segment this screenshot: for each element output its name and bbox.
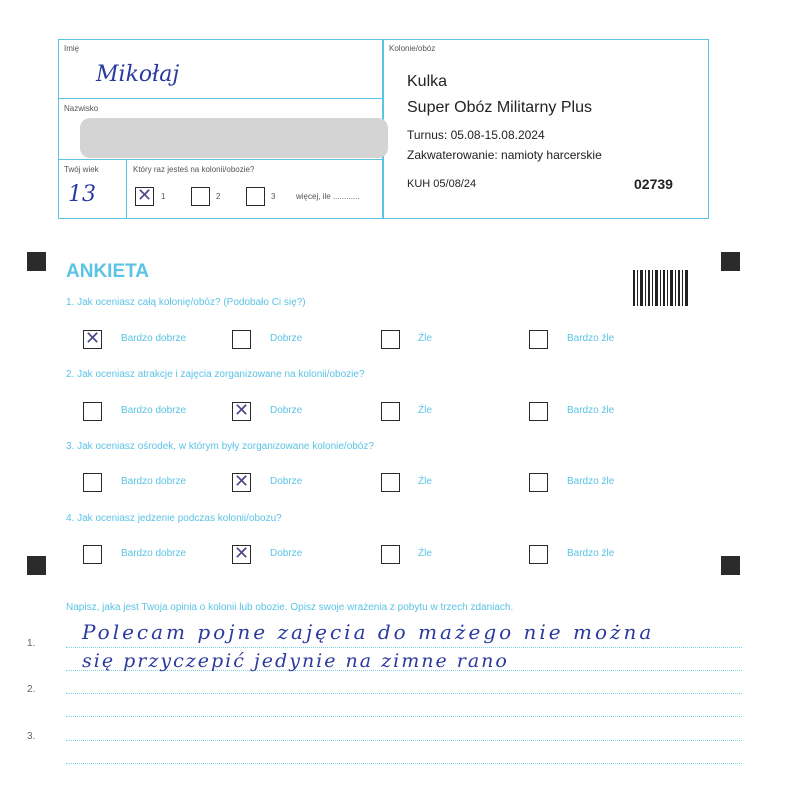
q2-option-1-label: Bardzo dobrze bbox=[121, 405, 187, 416]
divider bbox=[126, 159, 127, 218]
age-label: Twój wiek bbox=[64, 165, 99, 174]
q2-option-3-label: Źle bbox=[418, 405, 432, 416]
times-option-1: 1 bbox=[161, 192, 166, 201]
q3-option-2-checkbox[interactable] bbox=[232, 473, 251, 492]
writing-line bbox=[66, 763, 742, 764]
q3-option-1-checkbox[interactable] bbox=[83, 473, 102, 492]
surname-redacted bbox=[80, 118, 388, 158]
camp-code: KUH 05/08/24 bbox=[407, 178, 477, 190]
handwritten-line-1[interactable]: Polecam pojne zajęcia do mażego nie można bbox=[82, 620, 655, 644]
form-number: 02739 bbox=[634, 176, 673, 192]
q2-option-3-checkbox[interactable] bbox=[381, 402, 400, 421]
q4-option-2-checkbox[interactable] bbox=[232, 545, 251, 564]
q4-option-2-label: Dobrze bbox=[270, 548, 303, 559]
camp-label: Kolonie/obóz bbox=[389, 44, 436, 53]
question-4: 4. Jak oceniasz jedzenie podczas kolonii/obozu? bbox=[66, 513, 282, 524]
name-value[interactable]: Mikołaj bbox=[96, 62, 180, 87]
question-2: 2. Jak oceniasz atrakcje i zajęcia zorganizowane na kolonii/obozie? bbox=[66, 369, 365, 380]
registration-marker bbox=[721, 556, 740, 575]
q4-option-4-checkbox[interactable] bbox=[529, 545, 548, 564]
q1-option-1-checkbox[interactable] bbox=[83, 330, 102, 349]
divider bbox=[58, 159, 382, 160]
times-option-more: więcej, ile ............ bbox=[296, 192, 360, 201]
writing-line bbox=[66, 647, 742, 648]
q4-option-1-label: Bardzo dobrze bbox=[121, 548, 187, 559]
line-number-3: 3. bbox=[27, 731, 36, 742]
registration-marker bbox=[721, 252, 740, 271]
q1-option-4-checkbox[interactable] bbox=[529, 330, 548, 349]
question-1: 1. Jak oceniasz całą kolonię/obóz? (Podobało Ci się?) bbox=[66, 297, 306, 308]
q3-option-4-checkbox[interactable] bbox=[529, 473, 548, 492]
times-checkbox-2[interactable] bbox=[191, 187, 210, 206]
writing-line bbox=[66, 693, 742, 694]
line-number-1: 1. bbox=[27, 638, 36, 649]
q4-option-3-label: Źle bbox=[418, 548, 432, 559]
q4-option-3-checkbox[interactable] bbox=[381, 545, 400, 564]
opinion-prompt: Napisz, jaka jest Twoja opinia o kolonii lub obozie. Opisz swoje wrażenia z pobytu w trzech zdaniach. bbox=[66, 602, 514, 613]
q2-option-2-checkbox[interactable] bbox=[232, 402, 251, 421]
surname-label: Nazwisko bbox=[64, 104, 99, 113]
question-3: 3. Jak oceniasz ośrodek, w którym były zorganizowane kolonie/obóz? bbox=[66, 441, 374, 452]
line-number-2: 2. bbox=[27, 684, 36, 695]
q2-option-4-checkbox[interactable] bbox=[529, 402, 548, 421]
times-checkbox-1[interactable] bbox=[135, 187, 154, 206]
q3-option-3-label: Źle bbox=[418, 476, 432, 487]
q3-option-2-label: Dobrze bbox=[270, 476, 303, 487]
age-value[interactable]: 13 bbox=[68, 182, 96, 207]
name-label: Imię bbox=[64, 44, 80, 53]
survey-title: ANKIETA bbox=[66, 261, 150, 282]
registration-marker bbox=[27, 252, 46, 271]
q1-option-4-label: Bardzo źle bbox=[567, 333, 615, 344]
q3-option-3-checkbox[interactable] bbox=[381, 473, 400, 492]
registration-marker bbox=[27, 556, 46, 575]
writing-line bbox=[66, 716, 742, 717]
q3-option-1-label: Bardzo dobrze bbox=[121, 476, 187, 487]
q1-option-2-label: Dobrze bbox=[270, 333, 303, 344]
camp-name: Kulka bbox=[407, 73, 448, 90]
times-option-2: 2 bbox=[216, 192, 221, 201]
q1-option-3-label: Źle bbox=[418, 333, 432, 344]
q1-option-1-label: Bardzo dobrze bbox=[121, 333, 187, 344]
q2-option-2-label: Dobrze bbox=[270, 405, 303, 416]
handwritten-line-2[interactable]: się przyczepić jedynie na zimne rano bbox=[82, 650, 509, 672]
times-checkbox-3[interactable] bbox=[246, 187, 265, 206]
q4-option-1-checkbox[interactable] bbox=[83, 545, 102, 564]
accommodation: Zakwaterowanie: namioty harcerskie bbox=[407, 148, 602, 162]
q2-option-4-label: Bardzo źle bbox=[567, 405, 615, 416]
turnus: Turnus: 05.08-15.08.2024 bbox=[407, 128, 545, 142]
q1-option-3-checkbox[interactable] bbox=[381, 330, 400, 349]
writing-line bbox=[66, 740, 742, 741]
q3-option-4-label: Bardzo źle bbox=[567, 476, 615, 487]
camp-title: Super Obóz Militarny Plus bbox=[407, 99, 592, 116]
times-label: Który raz jesteś na kolonii/obozie? bbox=[133, 165, 255, 174]
q4-option-4-label: Bardzo źle bbox=[567, 548, 615, 559]
divider bbox=[58, 98, 382, 99]
q1-option-2-checkbox[interactable] bbox=[232, 330, 251, 349]
barcode bbox=[633, 270, 689, 306]
q2-option-1-checkbox[interactable] bbox=[83, 402, 102, 421]
times-option-3: 3 bbox=[271, 192, 276, 201]
